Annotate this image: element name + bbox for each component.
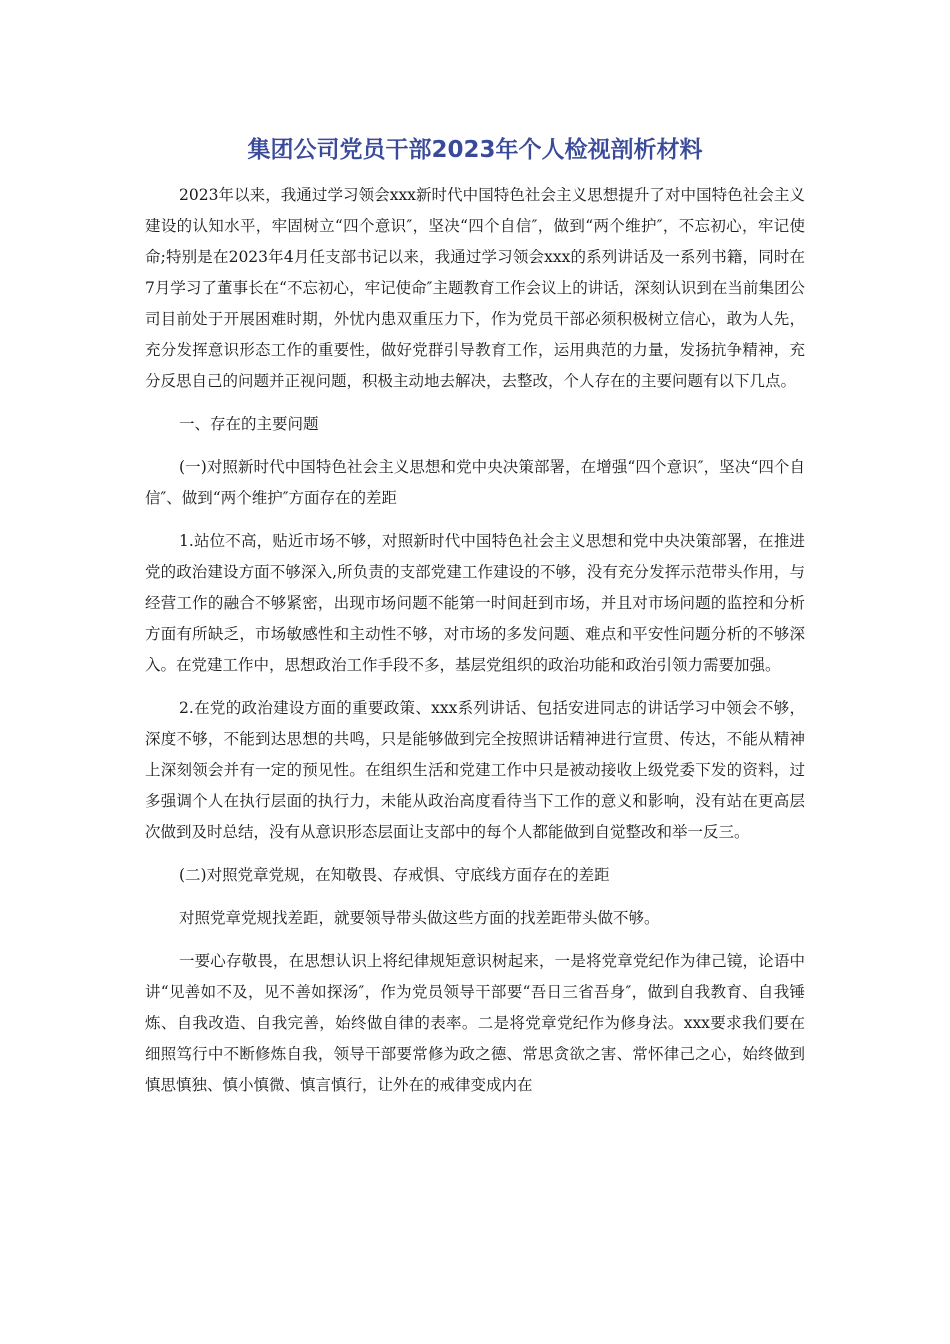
subsection-heading-2: (二)对照党章党规，在知敬畏、存戒惧、守底线方面存在的差距 (179, 866, 610, 884)
paragraph-party-rules: 对照党章党规找差距，就要领导带头做这些方面的找差距带头做不够。 (179, 909, 660, 927)
document-title: 集团公司党员干部2023年个人检视剖析材料 (247, 137, 703, 163)
subsection-heading-1: (一)对照新时代中国特色社会主义思想和党中央决策部署，在增强“四个意识″，坚决“四个自信″、做到“两个维护″方面存在的差距 (145, 458, 805, 507)
document-body (145, 180, 805, 1113)
paragraph-item-1: 1.站位不高，贴近市场不够，对照新时代中国特色社会主义思想和党中央决策部署，在推进党的政治建设方面不够深入,所负责的支部党建工作建设的不够，没有充分发挥示范带头作用，与经营工作的融合不够紧密，出现市场问题不能第一时间赶到市场，并且对市场问题的监控和分析方面有所缺乏，市场敏感性和主动性不够，对市场的多发问题、难点和平安性问题分析的不够深入。在党建工作中，思想政治工作手段不多，基层党组织的政治功能和政治引领力需要加强。 (145, 532, 805, 674)
section-heading-main-problems: 一、存在的主要问题 (179, 415, 319, 433)
paragraph-item-2: 2.在党的政治建设方面的重要政策、xxx系列讲话、包括安进同志的讲话学习中领会不够，深度不够，不能到达思想的共鸣，只是能够做到完全按照讲话精神进行宣贯、传达，不能从精神上深刻领会并有一定的预见性。在组织生活和党建工作中只是被动接收上级党委下发的资料，过多强调个人在执行层面的执行力，未能从政治高度看待当下工作的意义和影响，没有站在更高层次做到及时总结，没有从意识形态层面让支部中的每个人都能做到自觉整改和举一反三。 (145, 699, 805, 841)
paragraph-reverence: 一要心存敬畏，在思想认识上将纪律规矩意识树起来，一是将党章党纪作为律己镜，论语中讲“见善如不及，见不善如探汤″，作为党员领导干部要“吾日三省吾身″，做到自我教育、自我锤炼、自我改造、自我完善，始终做自律的表率。二是将党章党纪作为修身法。xxx要求我们要在细照笃行中不断修炼自我，领导干部要常修为政之德、常思贪欲之害、常怀律己之心，始终做到慎思慎独、慎小慎微、慎言慎行，让外在的戒律变成内在 (145, 952, 805, 1094)
paragraph-intro: 2023年以来，我通过学习领会xxx新时代中国特色社会主义思想提升了对中国特色社会主义建设的认知水平，牢固树立“四个意识″，坚决“四个自信″，做到“两个维护″，不忘初心，牢记使命;特别是在2023年4月任支部书记以来，我通过学习领会xxx的系列讲话及一系列书籍，同时在7月学习了董事长在“不忘初心，牢记使命″主题教育工作会议上的讲话，深刻认识到在当前集团公司目前处于开展困难时期，外忧内患双重压力下，作为党员干部必须积极树立信心，敢为人先，充分发挥意识形态工作的重要性，做好党群引导教育工作，运用典范的力量，发扬抗争精神，充分反思自己的问题并正视问题，积极主动地去解决，去整改，个人存在的主要问题有以下几点。 (145, 186, 805, 390)
